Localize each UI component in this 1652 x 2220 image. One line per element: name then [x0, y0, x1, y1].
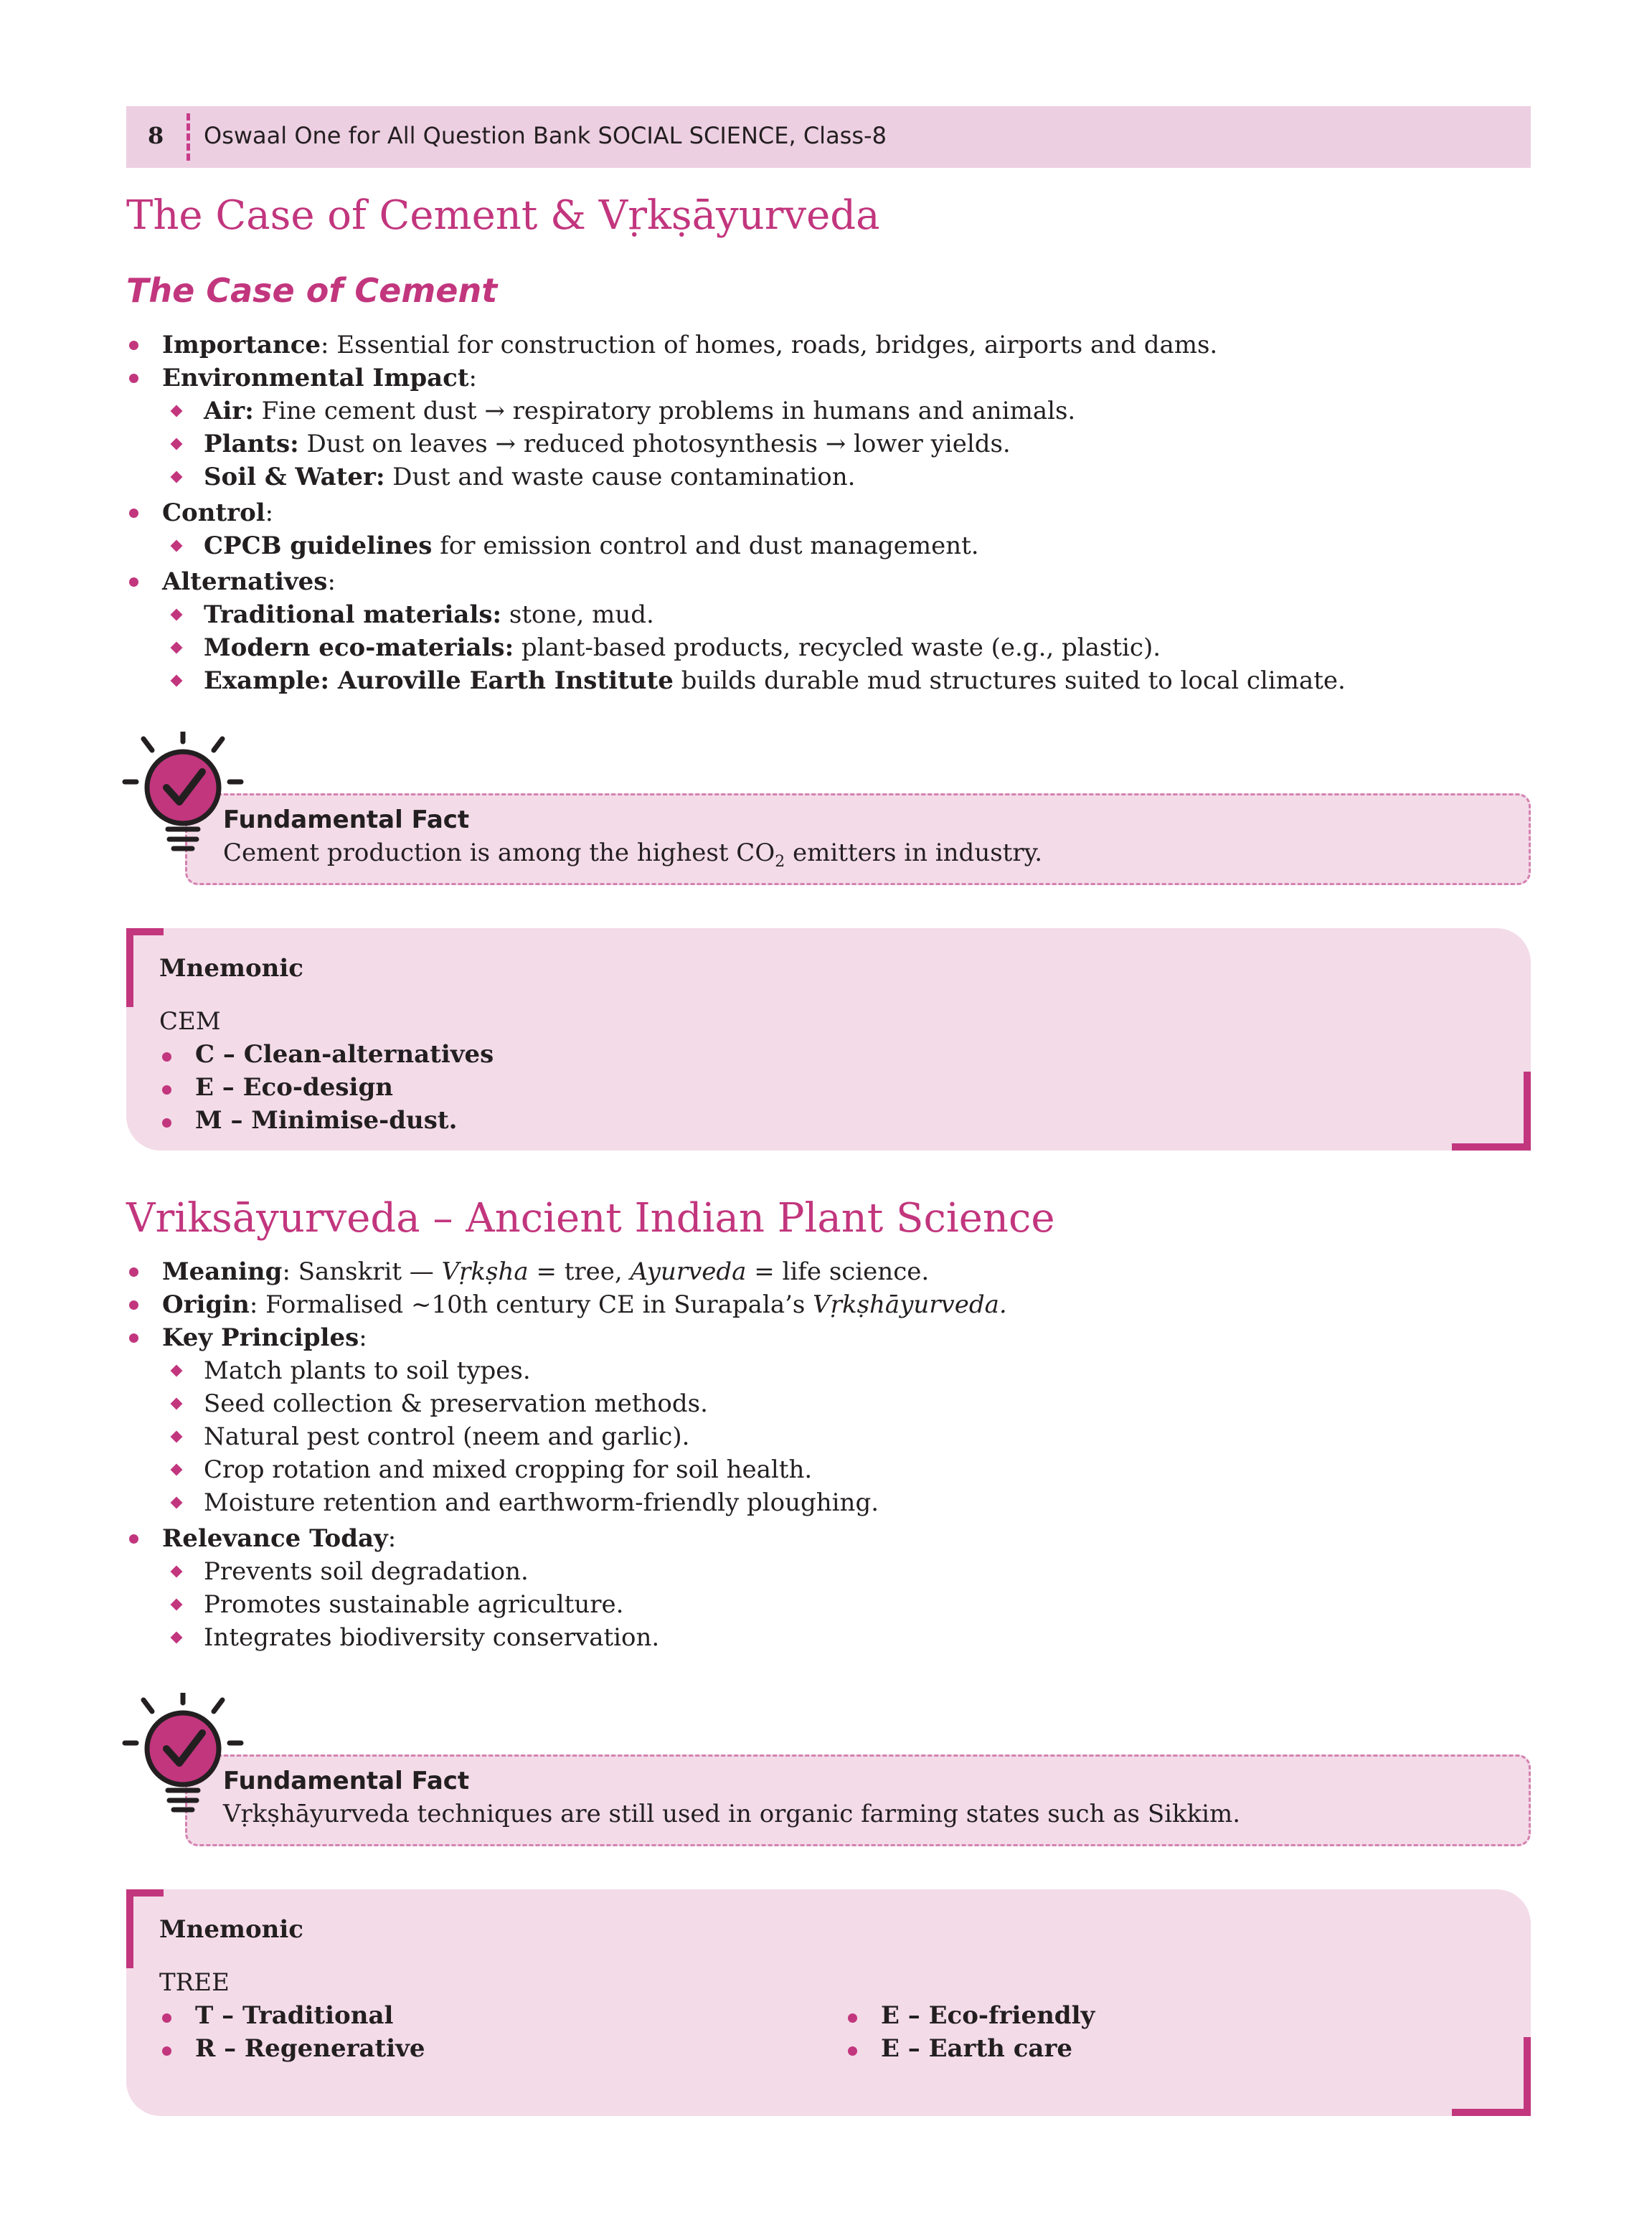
- mnemonic-title: Mnemonic: [159, 954, 303, 983]
- diamond-bullet: [171, 1398, 183, 1410]
- mnemonic-word: CEM: [159, 1007, 221, 1036]
- mnemonic-item: E – Eco-design: [159, 1073, 393, 1102]
- list-item: Environmental Impact:: [126, 362, 1525, 395]
- mnemonic-item: C – Clean-alternatives: [159, 1040, 494, 1069]
- fact-text: Vṛkṣhāyurveda techniques are still used in organic farming states such as Sikkim.: [223, 1800, 1241, 1828]
- bullet-dot: [129, 1267, 138, 1277]
- corner-accent: [126, 1889, 164, 1968]
- sub-list-item: Match plants to soil types.: [126, 1354, 1525, 1387]
- diamond-bullet: [171, 642, 183, 654]
- diamond-bullet: [171, 1365, 183, 1377]
- bullet-dot: [129, 374, 138, 383]
- diamond-bullet: [171, 471, 183, 483]
- mnemonic-item: E – Earth care: [845, 2034, 1072, 2063]
- list-item: Alternatives:: [126, 565, 1525, 598]
- sub-list-item: Example: Auroville Earth Institute builds durable mud structures suited to local climate.: [126, 664, 1525, 697]
- bullet-dot: [848, 2046, 857, 2056]
- bullet-dot: [129, 1333, 138, 1343]
- vriksayurveda-list: [126, 1255, 1525, 1654]
- section-title-vriksayurveda: Vriksāyurveda – Ancient Indian Plant Science: [126, 1195, 1055, 1242]
- diamond-bullet: [171, 1632, 183, 1644]
- list-item: Origin: Formalised ~10th century CE in Surapala’s Vṛkṣhāyurveda.: [126, 1288, 1525, 1321]
- bullet-dot: [129, 1300, 138, 1310]
- corner-accent: [1452, 2037, 1531, 2116]
- sub-list-item: Integrates biodiversity conservation.: [126, 1621, 1525, 1654]
- running-header: [126, 106, 1531, 168]
- diamond-bullet: [171, 1431, 183, 1443]
- lightbulb-check-icon: [122, 1693, 244, 1815]
- header-divider: [187, 113, 190, 161]
- sub-list-item: Crop rotation and mixed cropping for soil health.: [126, 1453, 1525, 1486]
- lightbulb-check-icon: [122, 732, 244, 854]
- bullet-dot: [162, 2046, 171, 2056]
- fundamental-fact-box: [185, 793, 1531, 885]
- bullet-dot: [848, 2013, 857, 2023]
- bullet-dot: [129, 1534, 138, 1544]
- fact-title: Fundamental Fact: [223, 806, 470, 834]
- bullet-dot: [129, 577, 138, 587]
- bullet-dot: [162, 1085, 171, 1095]
- diamond-bullet: [171, 675, 183, 687]
- sub-list-item: Moisture retention and earthworm-friendly ploughing.: [126, 1486, 1525, 1519]
- mnemonic-item: M – Minimise-dust.: [159, 1106, 457, 1135]
- diamond-bullet: [171, 1464, 183, 1476]
- sub-list-item: Plants: Dust on leaves → reduced photosynthesis → lower yields.: [126, 428, 1525, 460]
- mnemonic-item: R – Regenerative: [159, 2034, 425, 2063]
- sub-list-item: Air: Fine cement dust → respiratory problems in humans and animals.: [126, 395, 1525, 428]
- subsection-title-cement: The Case of Cement: [126, 271, 498, 310]
- fundamental-fact-box: [185, 1754, 1531, 1846]
- fact-text: Cement production is among the highest $CO_2$ emitters in industry.: [223, 839, 1043, 871]
- bullet-dot: [162, 1052, 171, 1062]
- section-title-cement: The Case of Cement & Vṛkṣāyurveda: [126, 192, 880, 239]
- diamond-bullet: [171, 540, 183, 552]
- sub-list-item: Soil & Water: Dust and waste cause contamination.: [126, 460, 1525, 493]
- diamond-bullet: [171, 609, 183, 621]
- fact-title: Fundamental Fact: [223, 1767, 470, 1795]
- mnemonic-box: [126, 1889, 1531, 2116]
- corner-accent: [126, 928, 164, 1007]
- list-item: Relevance Today:: [126, 1522, 1525, 1555]
- sub-list-item: Seed collection & preservation methods.: [126, 1387, 1525, 1420]
- bullet-dot: [162, 1118, 171, 1128]
- mnemonic-word: TREE: [159, 1968, 230, 1997]
- sub-list-item: CPCB guidelines for emission control and dust management.: [126, 529, 1525, 562]
- list-item: Key Principles:: [126, 1321, 1525, 1354]
- sub-list-item: Modern eco-materials: plant-based products, recycled waste (e.g., plastic).: [126, 631, 1525, 664]
- cement-list: [126, 329, 1525, 697]
- diamond-bullet: [171, 1566, 183, 1578]
- sub-list-item: Promotes sustainable agriculture.: [126, 1588, 1525, 1621]
- mnemonic-title: Mnemonic: [159, 1915, 303, 1944]
- page-number: 8: [148, 122, 164, 149]
- sub-list-item: Natural pest control (neem and garlic).: [126, 1420, 1525, 1453]
- diamond-bullet: [171, 438, 183, 450]
- bullet-dot: [129, 509, 138, 518]
- mnemonic-box: [126, 928, 1531, 1151]
- sub-list-item: Traditional materials: stone, mud.: [126, 598, 1525, 631]
- diamond-bullet: [171, 1599, 183, 1611]
- running-title: Oswaal One for All Question Bank SOCIAL SCIENCE, Class-8: [204, 122, 887, 149]
- list-item: Meaning: Sanskrit — Vṛkṣha = tree, Ayurveda = life science.: [126, 1255, 1525, 1288]
- mnemonic-item: T – Traditional: [159, 2001, 393, 2030]
- mnemonic-item: E – Eco-friendly: [845, 2001, 1095, 2030]
- bullet-dot: [162, 2013, 171, 2023]
- bullet-dot: [129, 341, 138, 350]
- list-item: Control:: [126, 496, 1525, 529]
- sub-list-item: Prevents soil degradation.: [126, 1555, 1525, 1588]
- list-item: Importance: Essential for construction of homes, roads, bridges, airports and dams.: [126, 329, 1525, 362]
- diamond-bullet: [171, 405, 183, 417]
- corner-accent: [1452, 1072, 1531, 1151]
- diamond-bullet: [171, 1497, 183, 1509]
